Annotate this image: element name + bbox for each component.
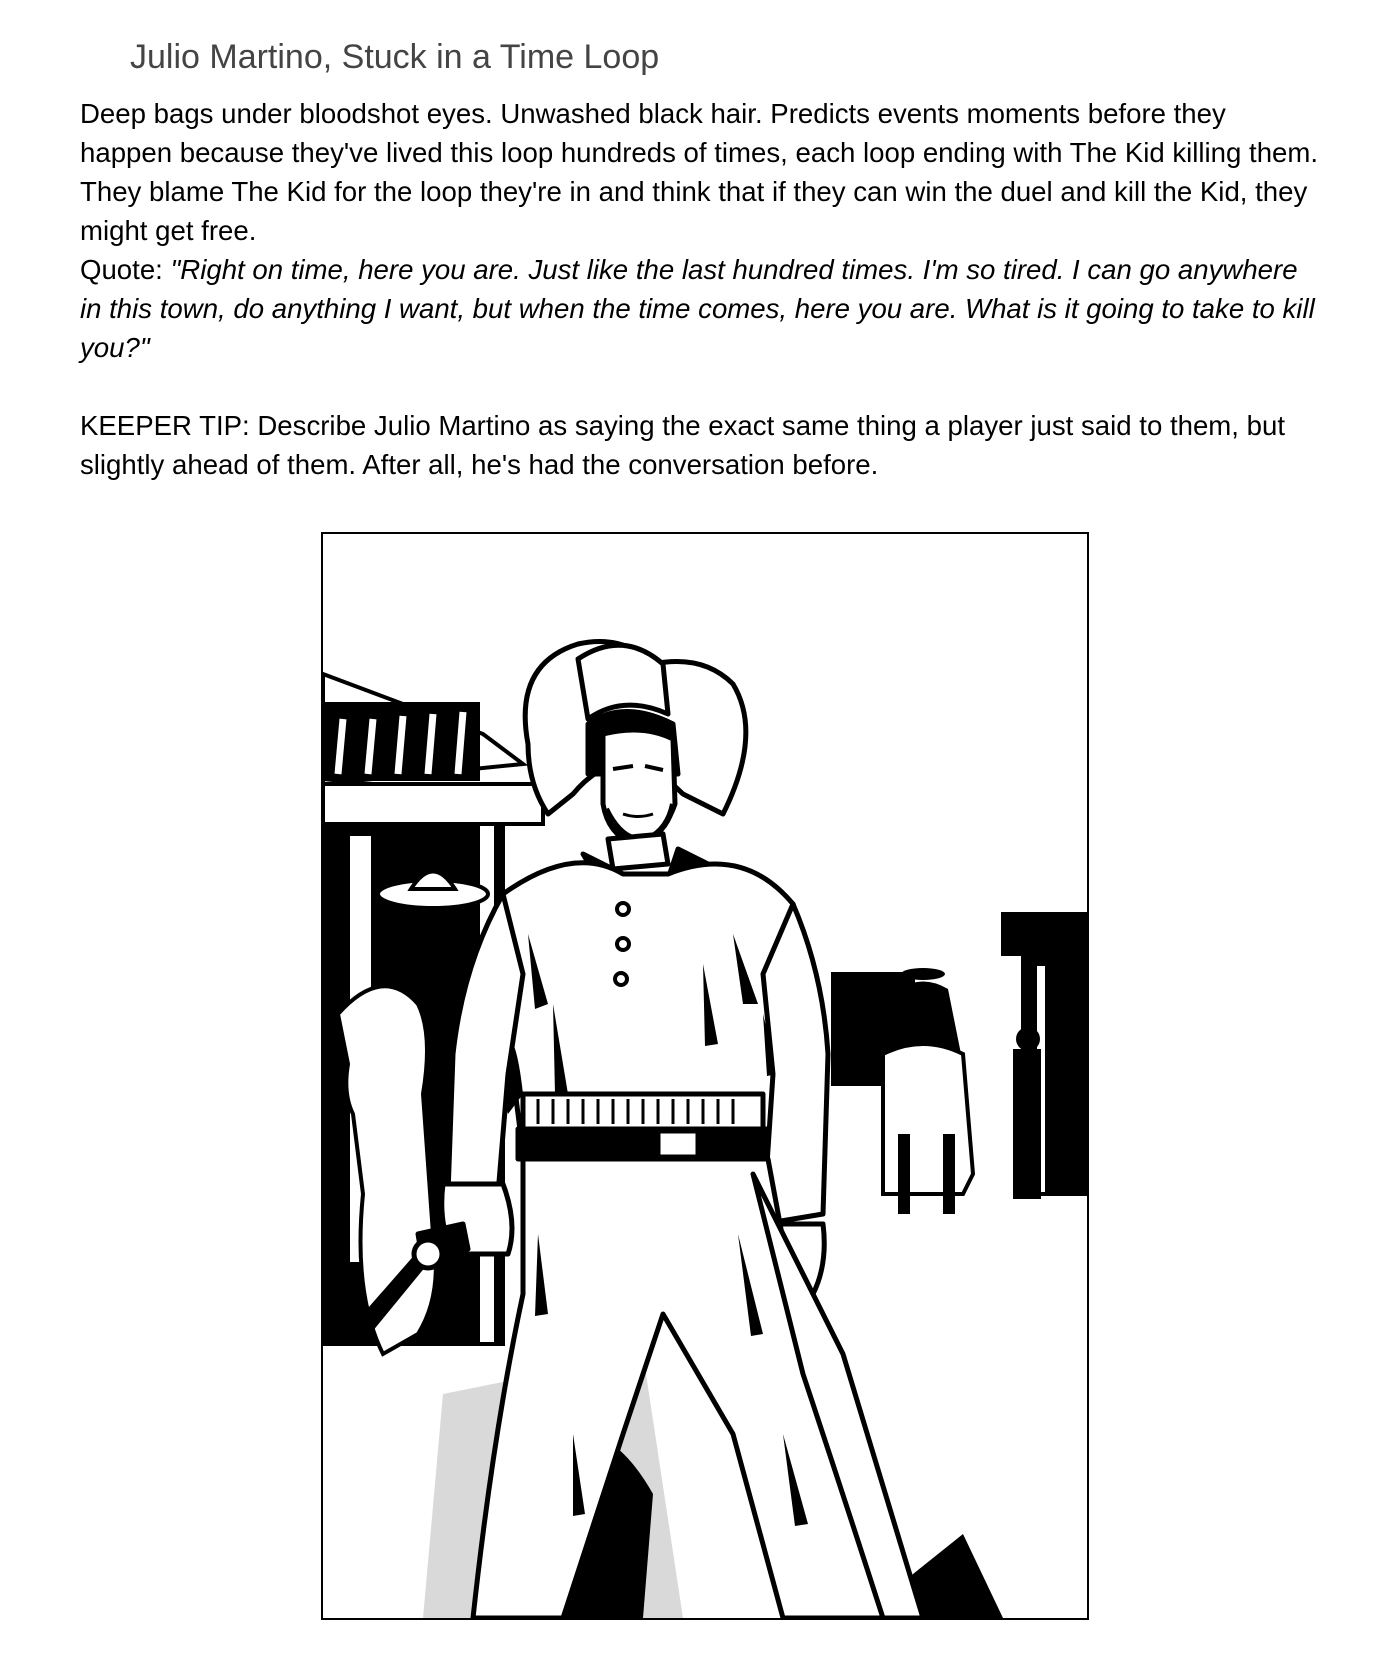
page-title: Julio Martino, Stuck in a Time Loop — [130, 38, 660, 76]
keeper-tip: KEEPER TIP: Describe Julio Martino as saying the exact same thing a player just said to them, but slightly ahead of them. After all, he's had the conversation before. — [80, 410, 1285, 480]
distant-figures — [883, 968, 1041, 1214]
character-description: Deep bags under bloodshot eyes. Unwashed black hair. Predicts events moments before they happen because they've lived this loop hundreds of times, each loop ending with The Kid killing them. They blame The Kid for the loop they're in and think that if they can win the duel and kill the Kid, they might get free. — [80, 98, 1319, 246]
quote-label: Quote: — [80, 254, 163, 285]
character-quote — [80, 250, 1320, 367]
character-description-block — [80, 94, 1320, 484]
gunslinger-illustration — [321, 532, 1089, 1620]
quote-text: "Right on time, here you are. Just like the last hundred times. I'm so tired. I can go anywhere in this town, do anything I want, but when the time comes, here you are. What is it going to take to kill you?" — [80, 254, 1315, 363]
